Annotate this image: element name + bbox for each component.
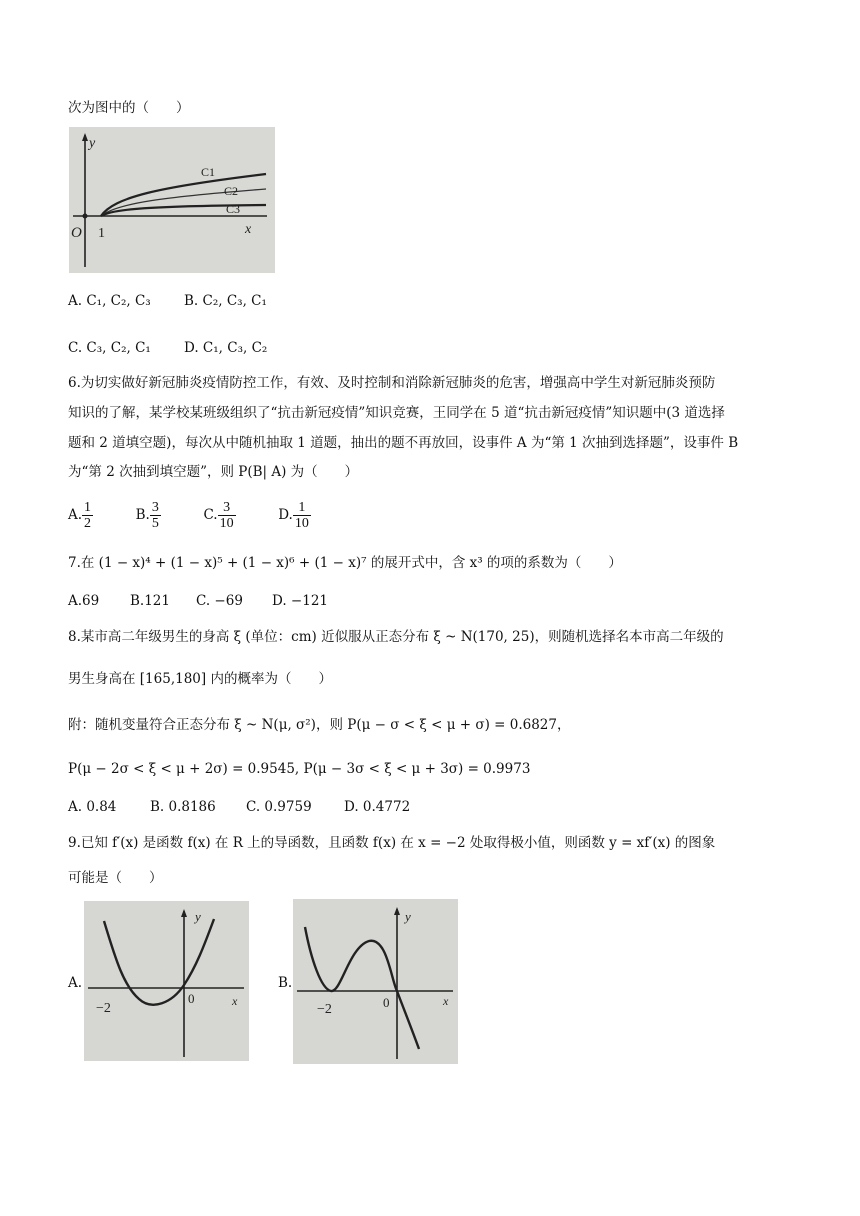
q7-option-c: C. −69 bbox=[196, 593, 243, 609]
q9-graph-b-y-label: y bbox=[405, 909, 411, 924]
q5-option-d: D. C₁, C₃, C₂ bbox=[184, 340, 268, 356]
q5-c2-label: C2 bbox=[224, 184, 239, 198]
q9-option-b-label: B. bbox=[278, 975, 293, 991]
q9-graph-b-zero-label: 0 bbox=[383, 995, 390, 1010]
q5-one-label: 1 bbox=[98, 226, 105, 241]
q6-stem-line1: 6.为切实做好新冠肺炎疫情防控工作，有效、及时控制和消除新冠肺炎的危害，增强高中学生对新冠肺炎预防 bbox=[68, 375, 716, 391]
q7-option-b: B.121 bbox=[130, 593, 170, 609]
q9-graph-b-x-label: x bbox=[443, 994, 449, 1008]
q7-option-d: D. −121 bbox=[272, 593, 329, 609]
q8-stem-line2: 男生身高在 [165,180] 内的概率为（ ） bbox=[68, 671, 332, 687]
q5-c1-label: C1 bbox=[201, 165, 216, 179]
q8-option-d: D. 0.4772 bbox=[344, 799, 411, 815]
q9-stem-line2: 可能是（ ） bbox=[68, 870, 163, 886]
q5-option-c: C. C₃, C₂, C₁ bbox=[68, 340, 151, 356]
q9-graph-a-neg2-label: −2 bbox=[96, 1001, 111, 1016]
q6-option-d: D. $\frac{1}{10}$ bbox=[278, 500, 309, 531]
q8-note-line2: P(μ − 2σ < ξ < μ + 2σ) = 0.9545, P(μ − 3σ < ξ < μ + 3σ) = 0.9973 bbox=[68, 761, 531, 777]
q6-option-b: B. $\frac{3}{5}$ bbox=[135, 500, 159, 531]
q6-stem-line2: 知识的了解，某学校某班级组织了“抗击新冠疫情”知识竞赛，王同学在 5 道“抗击新冠疫情”知识题中(3 道选择 bbox=[68, 405, 725, 421]
q7-option-a: A.69 bbox=[68, 593, 100, 609]
q9-graph-b-neg2-label: −2 bbox=[317, 1002, 332, 1017]
q9-graph-a-y-label: y bbox=[195, 909, 201, 924]
q8-option-c: C. 0.9759 bbox=[246, 799, 312, 815]
q9-graph-a-zero-label: 0 bbox=[188, 991, 195, 1006]
q9-stem-line1: 9.已知 f′(x) 是函数 f(x) 在 R 上的导函数，且函数 f(x) 在 x = −2 处取得极小值，则函数 y = xf′(x) 的图象 bbox=[68, 835, 716, 851]
q6-stem-line3: 题和 2 道填空题)，每次从中随机抽取 1 道题，抽出的题不再放回，设事件 A 为“第 1 次抽到选择题”，设事件 B bbox=[68, 435, 739, 451]
q9-option-a-label: A. bbox=[68, 975, 83, 991]
q5-stem-tail: 次为图中的（ ） bbox=[68, 100, 190, 116]
q5-c3-label: C3 bbox=[226, 202, 241, 216]
q8-option-b: B. 0.8186 bbox=[150, 799, 216, 815]
q7-stem: 7.在 (1 − x)⁴ + (1 − x)⁵ + (1 − x)⁶ + (1 − x)⁷ 的展开式中，含 x³ 的项的系数为（ ） bbox=[68, 555, 622, 571]
q5-origin-label: O bbox=[71, 225, 82, 241]
q5-y-label: y bbox=[89, 136, 96, 151]
q6-options bbox=[68, 500, 311, 531]
q8-option-a: A. 0.84 bbox=[68, 799, 117, 815]
q5-figure bbox=[69, 127, 275, 273]
q9-graph-a-x-label: x bbox=[232, 994, 238, 1008]
q8-note-line1: 附：随机变量符合正态分布 ξ ~ N(μ, σ²)，则 P(μ − σ < ξ < μ + σ) = 0.6827， bbox=[68, 717, 571, 733]
q9-graph-b bbox=[293, 899, 458, 1064]
q8-stem-line1: 8.某市高二年级男生的身高 ξ (单位：cm) 近似服从正态分布 ξ ~ N(170, 25)，则随机选择名本市高二年级的 bbox=[68, 629, 724, 645]
q5-option-a: A. C₁, C₂, C₃ bbox=[68, 293, 151, 309]
q6-option-c: C. $\frac{3}{10}$ bbox=[203, 500, 234, 531]
q6-stem-line4: 为“第 2 次抽到填空题”，则 P(B| A) 为（ ） bbox=[68, 464, 359, 480]
q6-option-a: A. $\frac{1}{2}$ bbox=[68, 500, 92, 531]
q5-option-b: B. C₂, C₃, C₁ bbox=[184, 293, 267, 309]
q5-x-label: x bbox=[245, 222, 252, 237]
q9-graph-a bbox=[84, 901, 249, 1061]
